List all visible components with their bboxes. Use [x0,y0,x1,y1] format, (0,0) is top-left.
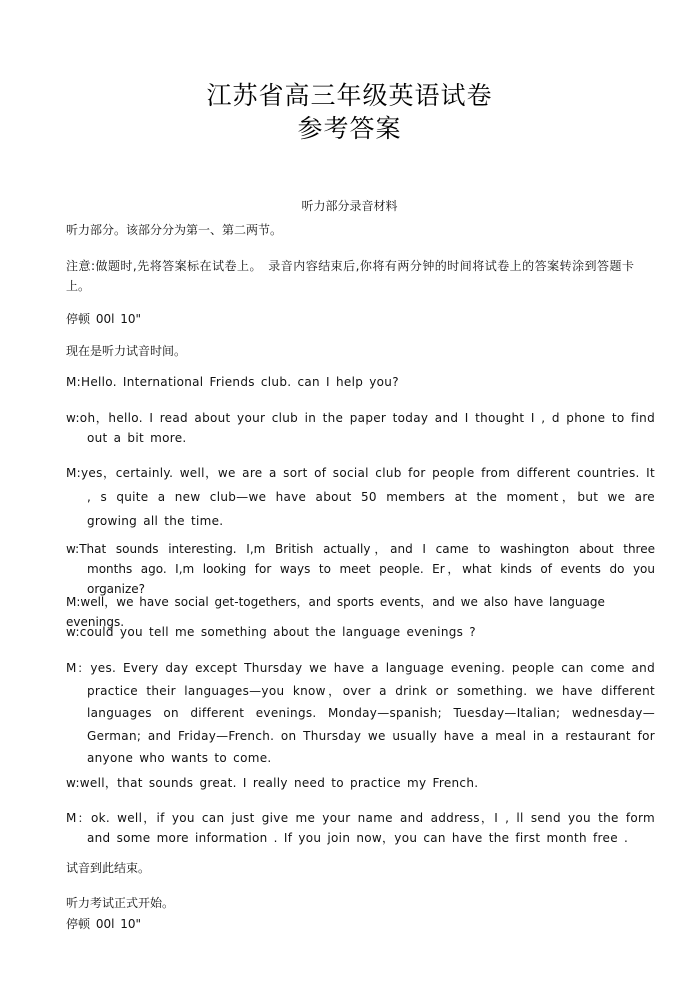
dialogue-line-2: w:oh，hello. I read about your club in the paper today and I thought I , d phone to find out a bit more. [66,411,655,445]
dialogue-line-9: M：ok. well，if you can just give me your name and address，I , ll send you the form and some more information . If you join now，you can have the first month free . [66,811,655,845]
paragraph-pause-2: 停顿 00l 10" [66,917,142,931]
document-subtitle: 参考答案 [297,114,402,143]
document-title: 江苏省高三年级英语试卷 [206,81,493,110]
section-heading: 听力部分录音材料 [301,199,398,213]
dialogue-line-4: w:That sounds interesting. I,m British actually，and I came to washington about three months ago. I,m looking for ways to meet people. Er，what kinds of events do you organize? [66,542,655,596]
paragraph-trial-time: 现在是听力试音时间。 [66,344,187,358]
paragraph-listening-intro: 听力部分。该部分分为第一、第二两节。 [66,223,283,237]
dialogue-line-8: w:well，that sounds great. I really need to practice my French. [66,776,479,790]
paragraph-exam-start: 听力考试正式开始。 [66,896,175,910]
dialogue-line-5: M:well，we have social get-togethers，and sports events，and we also have language evenings. [66,595,605,629]
dialogue-line-3: M:yes，certainly. well，we are a sort of social club for people from different countries. It , s quite a new club—we have about 50 members at the moment，but we are growing all the time. [66,466,655,528]
dialogue-line-6: w:could you tell me something about the language evenings ? [66,625,476,639]
paragraph-trial-end: 试音到此结束。 [66,861,151,875]
dialogue-line-1: M:Hello. International Friends club. can I help you? [66,375,399,389]
paragraph-instructions: 注意:做题时,先将答案标在试卷上。 录音内容结束后,你将有两分钟的时间将试卷上的答案转涂到答题卡上。 [66,259,634,293]
dialogue-line-7: M：yes. Every day except Thursday we have a language evening. people can come and practice their languages—you know，over a drink or something. we have different languages on different evenings. Monday—spanish; Tuesday—Italian; wednesday—German; and Friday—French. on Thursday we usually have a meal in a restaurant for anyone who wants to come. [66,661,655,765]
paragraph-pause: 停顿 00l 10" [66,312,142,326]
